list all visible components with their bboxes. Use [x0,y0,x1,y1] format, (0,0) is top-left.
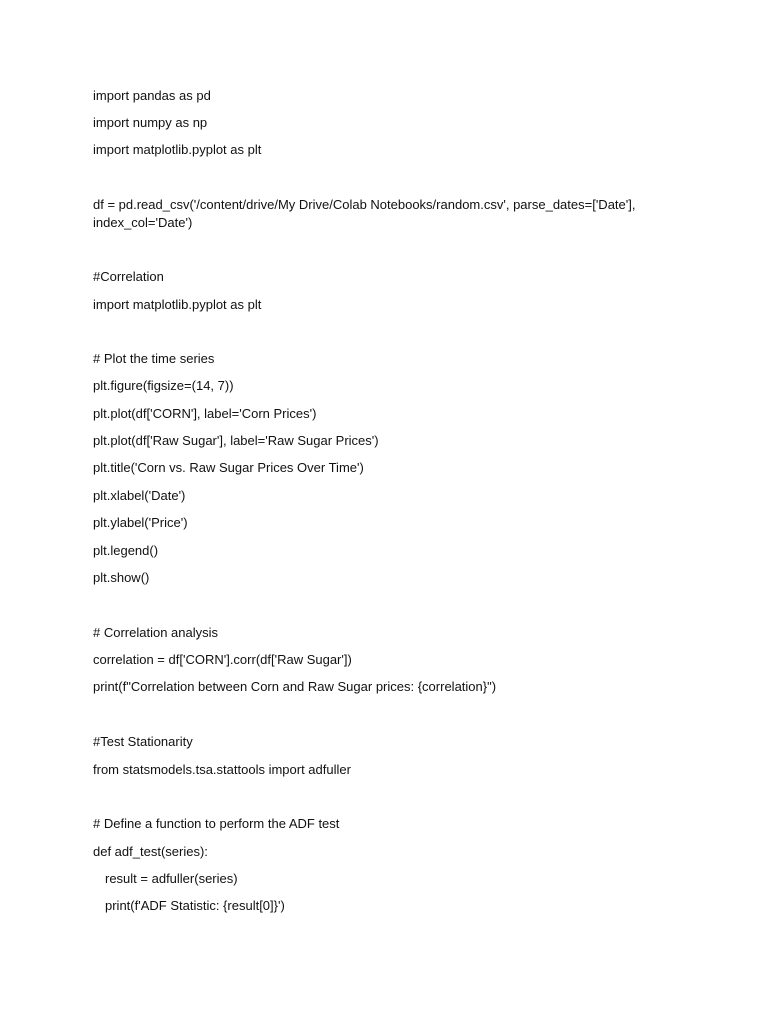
code-line: plt.title('Corn vs. Raw Sugar Prices Over Time') [93,460,364,475]
code-line: plt.legend() [93,543,159,558]
code-line: import numpy as np [93,115,208,130]
comment-line: # Correlation analysis [93,625,219,640]
code-line: import pandas as pd [93,88,211,103]
code-line: plt.xlabel('Date') [93,488,186,503]
code-line: import matplotlib.pyplot as plt [93,142,262,157]
code-line: df = pd.read_csv('/content/drive/My Drive/Colab Notebooks/random.csv', parse_dates=['Date'], [93,197,636,212]
code-line: plt.plot(df['Raw Sugar'], label='Raw Sugar Prices') [93,433,379,448]
code-line: plt.figure(figsize=(14, 7)) [93,378,234,393]
code-line: plt.ylabel('Price') [93,515,188,530]
code-line: print(f'ADF Statistic: {result[0]}') [105,898,285,913]
code-line: plt.plot(df['CORN'], label='Corn Prices') [93,406,317,421]
comment-line: # Plot the time series [93,351,215,366]
code-line: index_col='Date') [93,215,193,230]
code-line: correlation = df['CORN'].corr(df['Raw Sugar']) [93,652,352,667]
code-line: plt.show() [93,570,150,585]
comment-line: #Test Stationarity [93,734,193,749]
code-line: result = adfuller(series) [105,871,238,886]
code-line: def adf_test(series): [93,844,208,859]
comment-line: # Define a function to perform the ADF test [93,816,340,831]
code-line: import matplotlib.pyplot as plt [93,297,262,312]
code-line: from statsmodels.tsa.stattools import adfuller [93,762,351,777]
comment-line: #Correlation [93,269,164,284]
code-line: print(f"Correlation between Corn and Raw Sugar prices: {correlation}") [93,679,497,694]
